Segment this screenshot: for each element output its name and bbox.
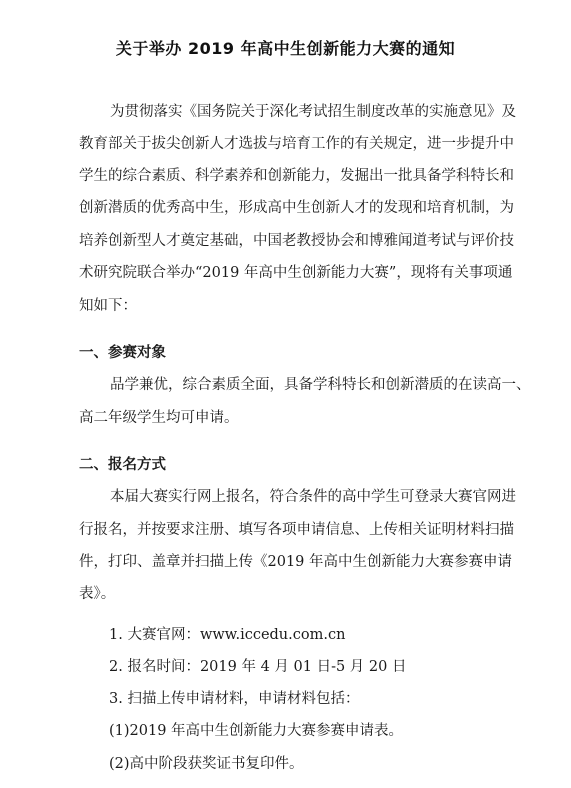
section-heading-participants: 一、参赛对象 bbox=[79, 345, 166, 361]
section2-line-2: 行报名，并按要求注册、填写各项申请信息、上传相关证明材料扫描 bbox=[79, 522, 514, 538]
section1-line-2: 高二年级学生均可申请。 bbox=[79, 410, 239, 426]
list-item-materials: 3. 扫描上传申请材料，申请材料包括： bbox=[109, 691, 360, 707]
intro-line-6: 术研究院联合举办“2019 年高中生创新能力大赛”，现将有关事项通 bbox=[79, 265, 513, 281]
intro-line-7: 知如下： bbox=[79, 298, 137, 314]
intro-line-5: 培养创新型人才奠定基础，中国老教授协会和博雅闻道考试与评价技 bbox=[79, 233, 514, 249]
sub-item-application-form: (1)2019 年高中生创新能力大赛参赛申请表。 bbox=[109, 723, 404, 739]
intro-line-3: 学生的综合素质、科学素养和创新能力，发掘出一批具备学科特长和 bbox=[79, 168, 514, 184]
section2-line-4: 表》。 bbox=[79, 586, 116, 602]
section2-line-1: 本届大赛实行网上报名，符合条件的高中学生可登录大赛官网进 bbox=[110, 489, 516, 505]
sub-item-award-certificates: (2)高中阶段获奖证书复印件。 bbox=[109, 756, 304, 772]
list-item-registration-time: 2. 报名时间：2019 年 4 月 01 日-5 月 20 日 bbox=[109, 659, 407, 675]
section2-line-3: 件，打印、盖章并扫描上传《2019 年高中生创新能力大赛参赛申请 bbox=[79, 554, 513, 570]
list-item-website: 1. 大赛官网：www.iccedu.com.cn bbox=[109, 627, 346, 643]
section1-line-1: 品学兼优，综合素质全面，具备学科特长和创新潜质的在读高一、 bbox=[110, 377, 531, 393]
intro-line-1: 为贯彻落实《国务院关于深化考试招生制度改革的实施意见》及 bbox=[110, 104, 516, 120]
intro-line-4: 创新潜质的优秀高中生，形成高中生创新人才的发现和培育机制，为 bbox=[79, 200, 514, 216]
document-title: 关于举办 2019 年高中生创新能力大赛的通知 bbox=[115, 39, 456, 58]
section-heading-registration: 二、报名方式 bbox=[79, 457, 166, 473]
intro-line-2: 教育部关于拔尖创新人才选拔与培育工作的有关规定，进一步提升中 bbox=[79, 136, 514, 152]
